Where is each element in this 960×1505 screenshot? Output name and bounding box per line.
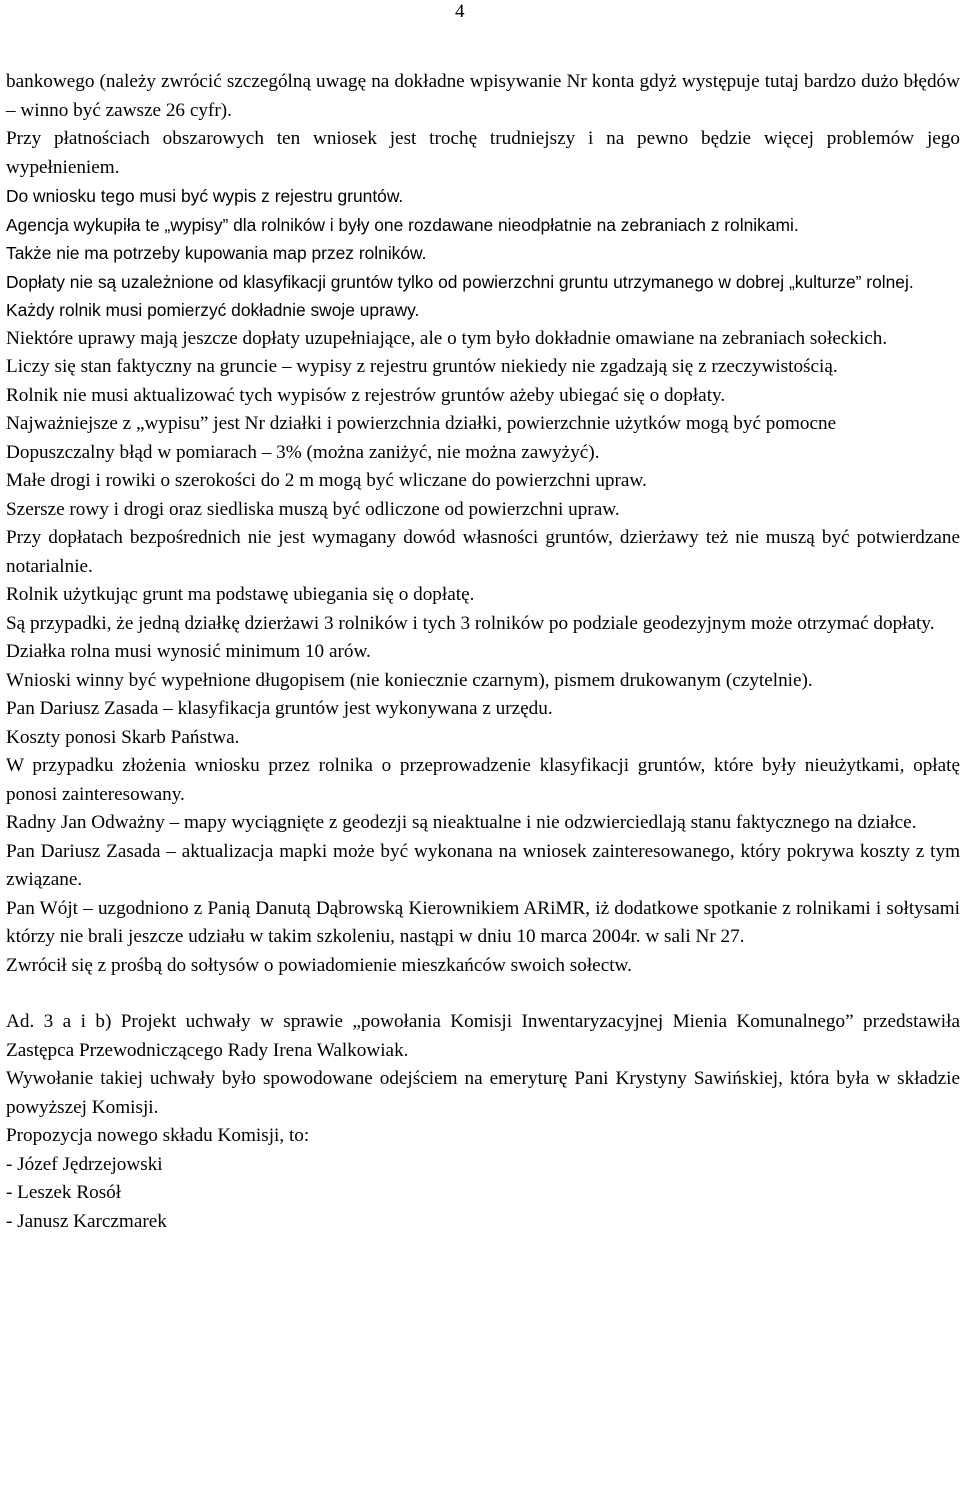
committee-member: - Józef Jędrzejowski xyxy=(6,1153,163,1175)
paragraph-request-soltys: Zwrócił się z prośbą do sołtysów o powiadomienie mieszkańców swoich sołectw. xyxy=(6,954,632,976)
paragraph-allowed-error: Dopuszczalny błąd w pomiarach – 3% (można zaniżyć, nie można zawyżyć). xyxy=(6,441,600,463)
paragraph-area-payments: Przy płatnościach obszarowych ten wniosek jest trochę trudniejszy i na pewno będzie więcej problemów jego wypełnieniem. xyxy=(6,128,960,178)
paragraph-wojt-meeting: Pan Wójt – uzgodniono z Panią Danutą Dąbrowską Kierownikiem ARiMR, iż dodatkowe spotkanie z rolnikami i sołtysami którzy nie brali jeszcze udziału w takim szkoleniu, nastąpi w dniu 10 marca 2004r. w sali Nr 27. xyxy=(6,897,960,947)
paragraph-no-maps-needed: Także nie ma potrzeby kupowania map przez rolników. xyxy=(6,243,427,263)
committee-member: - Janusz Karczmarek xyxy=(6,1210,167,1232)
paragraph-minimum-area: Działka rolna musi wynosić minimum 10 arów. xyxy=(6,641,371,662)
section-spacer xyxy=(6,980,960,1008)
paragraph-bank-account: bankowego (należy zwrócić szczególną uwagę na dokładne wpisywanie Nr konta gdyż występuje tutaj bardzo dużo błędów – winno być zawsze 26 cyfr). xyxy=(6,71,960,121)
document-body xyxy=(6,68,960,1236)
paragraph-zasada-update: Pan Dariusz Zasada – aktualizacja mapki może być wykonana na wniosek zainteresowanego, który pokrywa koszty z tym związane. xyxy=(6,840,960,890)
paragraph-wider-ditches: Szersze rowy i drogi oraz siedliska muszą być odliczone od powierzchni upraw. xyxy=(6,498,620,520)
paragraph-small-roads: Małe drogi i rowiki o szerokości do 2 m mogą być wliczane do powierzchni upraw. xyxy=(6,470,647,491)
paragraph-state-treasury: Koszty ponosi Skarb Państwa. xyxy=(6,726,240,748)
paragraph-pen-completion: Wnioski winny być wypełnione długopisem (nie koniecznie czarnym), pismem drukowanym (czytelnie). xyxy=(6,669,813,691)
paragraph-zasada-classification: Pan Dariusz Zasada – klasyfikacja gruntów jest wykonywana z urzędu. xyxy=(6,698,553,719)
paragraph-measure-crops: Każdy rolnik musi pomierzyć dokładnie swoje uprawy. xyxy=(6,300,420,320)
paragraph-land-user: Rolnik użytkując grunt ma podstawę ubiegania się o dopłatę. xyxy=(6,584,475,605)
paragraph-committee-proposal: Propozycja nowego składu Komisji, to: xyxy=(6,1125,310,1146)
committee-member: - Leszek Rosół xyxy=(6,1182,122,1203)
paragraph-agency-extracts: Agencja wykupiła te „wypisy” dla rolników i były one rozdawane nieodpłatnie na zebraniach z rolnikami. xyxy=(6,214,799,235)
paragraph-most-important: Najważniejsze z „wypisu” jest Nr działki i powierzchnia działki, powierzchnie użytków mogą być pomocne xyxy=(6,413,837,434)
paragraph-actual-state: Liczy się stan faktyczny na gruncie – wypisy z rejestru gruntów niekiedy nie zgadzają się z rzeczywistością. xyxy=(6,356,838,377)
page-number: 4 xyxy=(455,1,465,22)
paragraph-payments-classification: Dopłaty nie są uzależnione od klasyfikacji gruntów tylko od powierzchni gruntu utrzymanego w dobrej „kulturze” rolnej. xyxy=(6,271,914,292)
paragraph-three-farmers: Są przypadki, że jedną działkę dzierżawi 3 rolników i tych 3 rolników po podziale geodezyjnym może otrzymać dopłaty. xyxy=(6,612,935,634)
paragraph-update-extracts: Rolnik nie musi aktualizować tych wypisów z rejestrów gruntów ażeby ubiegać się o dopłaty. xyxy=(6,384,726,406)
paragraph-ownership-proof: Przy dopłatach bezpośrednich nie jest wymagany dowód własności gruntów, dzierżawy też nie muszą być potwierdzane notarialnie. xyxy=(6,527,960,577)
paragraph-classification-request: W przypadku złożenia wniosku przez rolnika o przeprowadzenie klasyfikacji gruntów, które były nieużytkami, opłatę ponosi zainteresowany. xyxy=(6,755,960,805)
paragraph-land-register-extract: Do wniosku tego musi być wypis z rejestru gruntów. xyxy=(6,186,404,206)
paragraph-odwazny-maps: Radny Jan Odważny – mapy wyciągnięte z geodezji są nieaktualne i nie odzwierciedlają stanu faktycznego na działce. xyxy=(6,812,917,833)
paragraph-supplementary-payments: Niektóre uprawy mają jeszcze dopłaty uzupełniające, ale o tym było dokładnie omawiane na zebraniach sołeckich. xyxy=(6,327,888,349)
paragraph-resolution-project: Ad. 3 a i b) Projekt uchwały w sprawie „powołania Komisji Inwentaryzacyjnej Mienia Komunalnego” przedstawiła Zastępca Przewodniczącego Rady Irena Walkowiak. xyxy=(6,1011,960,1061)
paragraph-resolution-reason: Wywołanie takiej uchwały było spowodowane odejściem na emeryturę Pani Krystyny Sawińskiej, która była w składzie powyższej Komisji. xyxy=(6,1068,960,1118)
